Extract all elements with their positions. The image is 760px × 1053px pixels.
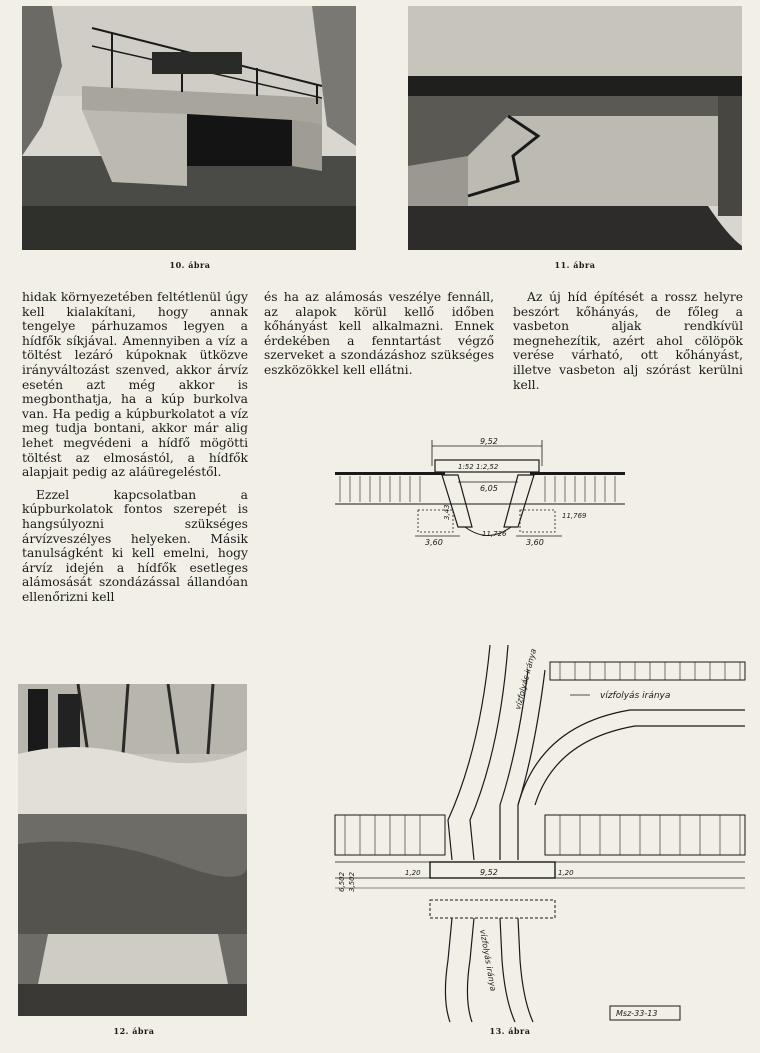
paragraph: hidak környezetében feltétlenül úgy kell kialakítani, hogy annak tengelye párhuzamos legyen a hídfők síkjával. Amennyiben a víz a töltést lezáró kúpoknak ütközve irányváltozást szenved, akkor árvíz esetén azt még akkor is megbonthatja, ha a kúp burkolva van. Ha pedig a kúpburkolatot a víz meg tudja bontani, akkor már alig lehet megvédeni a hídfő mögötti töltést az elmosástól, a hídfők alapjait pedig az aláüregeléstől. [22, 290, 248, 480]
plan-drawing [330, 630, 750, 1025]
paragraph: és ha az alámosás veszélye fennáll, az alapok körül kellő időben kőhányást kell alkalmazni. Ennek érdekében a fenntartást végző szerveket a szondázáshoz szükséges eszközökkel kell ellátni. [264, 290, 494, 377]
text-column-3 [513, 290, 743, 392]
dim-deck: 1:52 1:2,52 [458, 463, 499, 471]
level-left: 11,726 [482, 530, 507, 538]
dim-height: 3,43 [443, 504, 451, 520]
dim-total-width: 9,52 [480, 437, 498, 446]
level-right: 11,769 [562, 512, 587, 520]
figure-12-photo [18, 684, 247, 1016]
figure-10-caption: 10. ábra [169, 260, 211, 270]
figure-13-caption: 13. ábra [489, 1026, 531, 1036]
paragraph: Az új híd építését a rossz helyre beszórt kőhányás, de főleg a vasbeton aljak rendkívül megnehezítik, azért ahol cölöpök verése várható, ott kőhányást, illetve vasbeton alj szórást kerülni kell. [513, 290, 743, 392]
dim-a: 6,502 [338, 871, 346, 892]
figure-10-photo [22, 6, 356, 250]
flow-label-bottom: vízfolyás iránya [478, 928, 498, 992]
dim-left-end: 1,20 [405, 869, 421, 877]
dim-b: 3,502 [348, 871, 356, 892]
cross-section-drawing [330, 432, 630, 562]
figure-12-caption: 12. ábra [113, 1026, 155, 1036]
flow-label-top: vízfolyás iránya [513, 647, 539, 711]
dim-span: 9,52 [480, 868, 498, 877]
figure-11-photo [408, 6, 742, 250]
figure-11-caption: 11. ábra [554, 260, 596, 270]
text-column-1 [22, 290, 248, 604]
paragraph: Ezzel kapcsolatban a kúpburkolatok fontos szerepét is hangsúlyozni szükséges árvízveszélyes helyeken. Másik tanulságként ki kell emelni, hogy árvíz idején a hídfők esetleges alámosását szondázással állandóan ellenőrizni kell [22, 487, 248, 604]
flow-label-side: vízfolyás iránya [600, 691, 671, 701]
text-column-2 [264, 290, 494, 378]
dim-right-end: 1,20 [558, 869, 574, 877]
drawing-stamp: Msz-33-13 [616, 1009, 658, 1018]
dim-opening: 6,05 [480, 484, 498, 493]
dim-right: 3,60 [526, 538, 544, 547]
dim-left: 3,60 [425, 538, 443, 547]
